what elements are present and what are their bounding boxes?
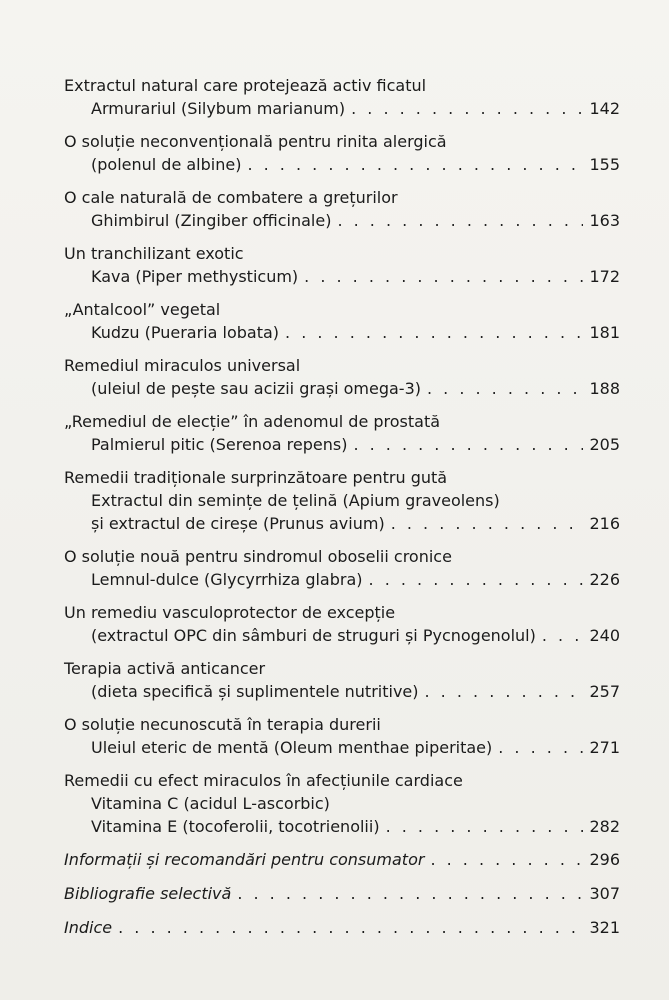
toc-entry-text: Kava (Piper methysticum): [91, 267, 299, 286]
dot-leader: [118, 916, 583, 939]
toc-entry-text: Kudzu (Pueraria lobata): [91, 323, 280, 342]
toc-top-level-text: Indice: [64, 918, 113, 937]
toc-entry: [64, 354, 620, 400]
toc-entry-text: Vitamina E (tocoferolii, tocotrienolii): [91, 817, 380, 836]
page-number: 226: [589, 570, 620, 589]
toc-entry-text: Ghimbirul (Zingiber officinale): [91, 211, 332, 230]
toc-entry-heading: „Antalcool” vegetal: [64, 300, 221, 319]
toc-entry: [64, 130, 620, 176]
toc-entry: [64, 657, 620, 703]
toc-top-level-line: [64, 848, 620, 871]
toc-top-level-entry: [64, 848, 620, 871]
dot-leader: [369, 568, 584, 591]
dot-leader: [386, 815, 584, 838]
toc-entry-line: [64, 265, 620, 288]
page-number: 155: [589, 155, 620, 174]
toc-top-level-entry: [64, 916, 620, 939]
toc-entry-heading: O soluție nouă pentru sindromul oboselii cronice: [64, 547, 452, 566]
dot-leader: [425, 680, 584, 703]
dot-leader: [391, 512, 584, 535]
toc-top-level-line: [64, 882, 620, 905]
page-number: 216: [589, 514, 620, 533]
toc-entry-heading: O soluție neconvențională pentru rinita alergică: [64, 132, 447, 151]
toc-entry-line: [64, 433, 620, 456]
dot-leader: [353, 433, 583, 456]
page-number: 142: [589, 99, 620, 118]
toc-entry-text: (extractul OPC din sâmburi de struguri și Pycnogenolul): [91, 626, 536, 645]
page-number: 271: [589, 738, 620, 757]
toc-entry-text: și extractul de cireșe (Prunus avium): [91, 514, 385, 533]
toc-entry: [64, 242, 620, 288]
toc-entry-line: [64, 568, 620, 591]
page-number: 321: [589, 918, 620, 937]
toc-entry-heading: Un tranchilizant exotic: [64, 244, 244, 263]
dot-leader: [337, 209, 583, 232]
dot-leader: [247, 153, 583, 176]
toc-entry-line: [64, 209, 620, 232]
toc-entry-heading: Remediul miraculos universal: [64, 356, 301, 375]
toc-entry: [64, 713, 620, 759]
toc-entry-text: (polenul de albine): [91, 155, 242, 174]
toc-entry-line: [64, 153, 620, 176]
toc-entry-heading: Remedii tradiționale surprinzătoare pentru gută: [64, 468, 448, 487]
toc-entry: [64, 74, 620, 120]
toc-entry: [64, 466, 620, 535]
toc-top-level-line: [64, 916, 620, 939]
toc-entry-text: Lemnul-dulce (Glycyrrhiza glabra): [91, 570, 363, 589]
page-number: 181: [589, 323, 620, 342]
toc-entry-line: [64, 377, 620, 400]
toc-entry-subline: Extractul din semințe de țelină (Apium graveolens): [91, 491, 500, 510]
toc-entry-heading: O cale naturală de combatere a grețurilor: [64, 188, 398, 207]
toc-entry-line: [64, 736, 620, 759]
toc-entry: [64, 769, 620, 838]
toc-entry-subline: Vitamina C (acidul L-ascorbic): [91, 794, 330, 813]
dot-leader: [427, 377, 583, 400]
page-number: 172: [589, 267, 620, 286]
toc-top-level-text: Informații și recomandări pentru consumator: [64, 850, 425, 869]
toc-entry-heading: „Remediul de elecție” în adenomul de prostată: [64, 412, 441, 431]
toc-entry-text: Armurariul (Silybum marianum): [91, 99, 346, 118]
toc-entry-text: (uleiul de pește sau acizii grași omega-3): [91, 379, 421, 398]
page-number: 296: [589, 850, 620, 869]
toc-entry: [64, 545, 620, 591]
toc-entry: [64, 410, 620, 456]
toc-entry-line: [64, 512, 620, 535]
toc-top-level-text: Bibliografie selectivă: [64, 884, 232, 903]
dot-leader: [351, 97, 583, 120]
dot-leader: [304, 265, 583, 288]
toc-entry-text: (dieta specifică și suplimentele nutritive): [91, 682, 419, 701]
toc-entry-heading: O soluție necunoscută în terapia durerii: [64, 715, 381, 734]
toc-entry-heading: Extractul natural care protejează activ ficatul: [64, 76, 427, 95]
page-number: 163: [589, 211, 620, 230]
page-number: 205: [589, 435, 620, 454]
dot-leader: [430, 848, 583, 871]
dot-leader: [285, 321, 583, 344]
dot-leader: [542, 624, 584, 647]
toc-entry-heading: Un remediu vasculoprotector de excepție: [64, 603, 396, 622]
page-number: 240: [589, 626, 620, 645]
toc-top-level-entry: [64, 882, 620, 905]
toc-entry-line: [64, 97, 620, 120]
toc-entry-heading: Remedii cu efect miraculos în afecțiunile cardiace: [64, 771, 463, 790]
toc-entry-text: Uleiul eteric de mentă (Oleum menthae piperitae): [91, 738, 493, 757]
dot-leader: [237, 882, 583, 905]
toc-entry-heading: Terapia activă anticancer: [64, 659, 266, 678]
page-number: 282: [589, 817, 620, 836]
toc-entry: [64, 298, 620, 344]
table-of-contents: [64, 74, 620, 950]
dot-leader: [498, 736, 583, 759]
page-number: 188: [589, 379, 620, 398]
toc-entry-line: [64, 624, 620, 647]
toc-entry: [64, 601, 620, 647]
page-number: 257: [589, 682, 620, 701]
toc-entry-line: [64, 321, 620, 344]
toc-entry-line: [64, 680, 620, 703]
toc-entry-line: [64, 815, 620, 838]
toc-entry: [64, 186, 620, 232]
toc-entry-text: Palmierul pitic (Serenoa repens): [91, 435, 348, 454]
page-number: 307: [589, 884, 620, 903]
